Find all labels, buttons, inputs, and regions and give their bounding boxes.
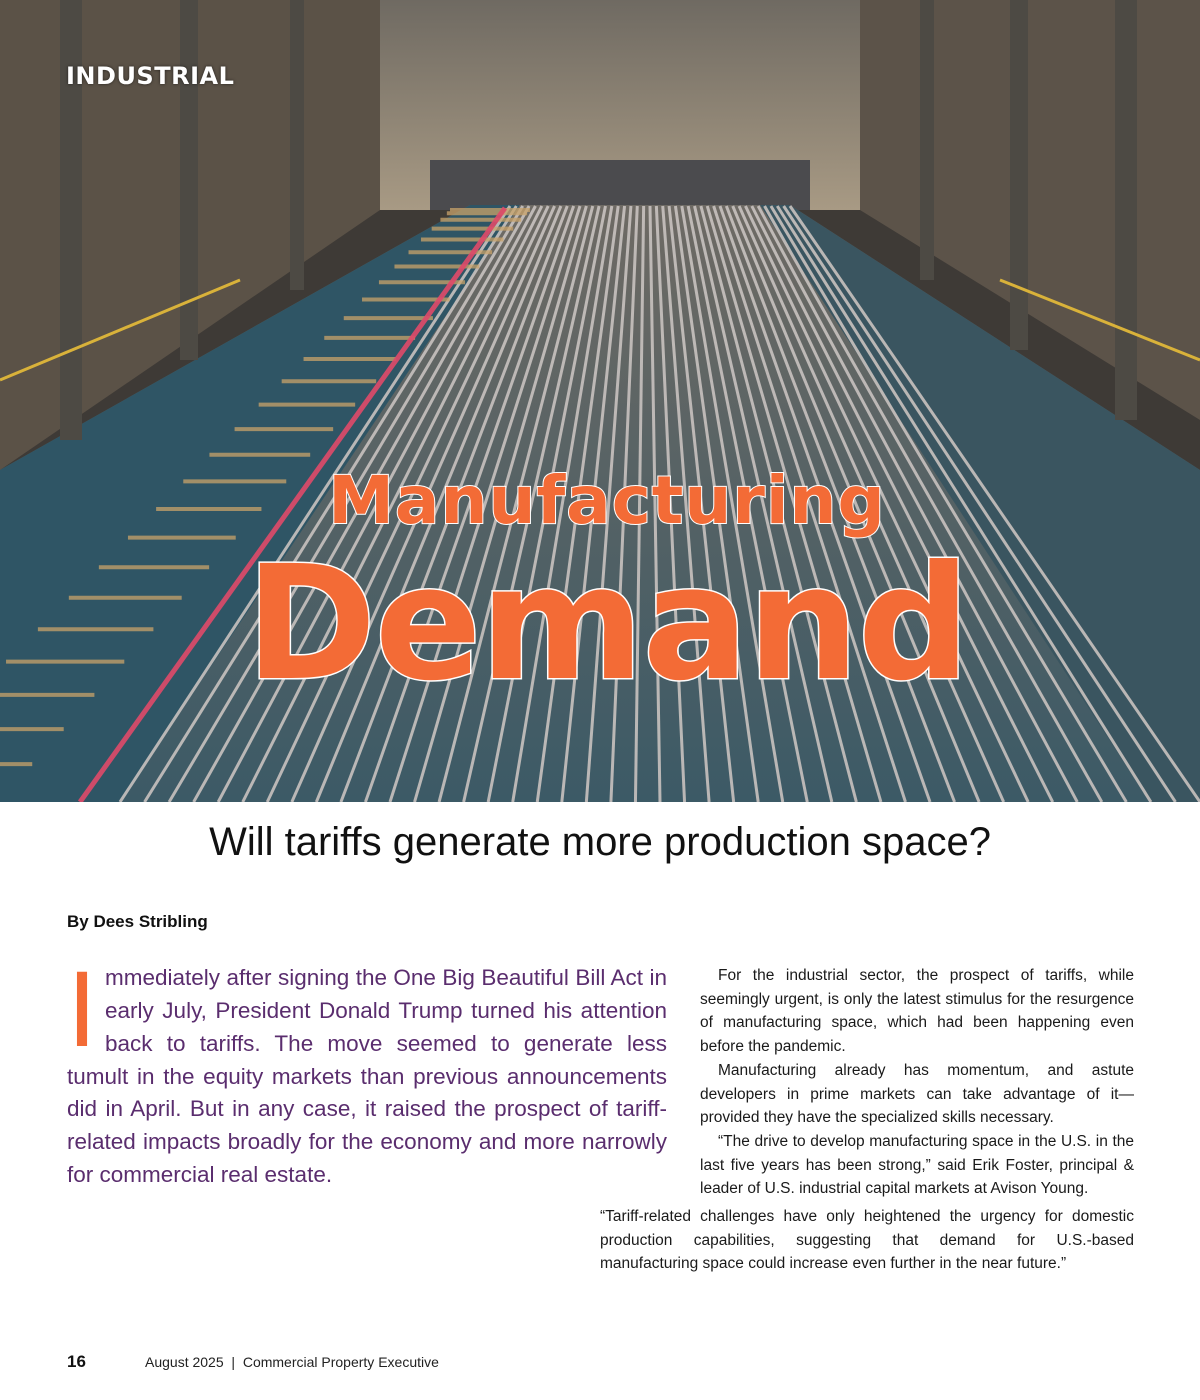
subtitle: Will tariffs generate more production space? <box>209 820 991 864</box>
title-line-1: Manufacturing <box>328 462 886 539</box>
footer-publication: Commercial Property Executive <box>242 1354 439 1370</box>
body-paragraph-1: For the industrial sector, the prospect of tariffs, while seemingly urgent, is only the latest stimulus for the resurgence of manufacturing space, which had been happening even before the pandemic. <box>700 967 1134 1056</box>
footer-separator: | <box>231 1354 236 1370</box>
page-number: 16 <box>67 1352 86 1371</box>
byline: By Dees Stribling <box>67 912 208 931</box>
lede-text: mmediately after signing the One Big Beautiful Bill Act in early July, President Donald Trump turned his attention back to tariffs. The move seemed to generate less tumult in the equity markets than previous announcements did in April. But in any case, it raised the prospect of tariff-related impacts broadly for the economy and more narrowly for commercial real estate. <box>67 965 667 1188</box>
section-tag: INDUSTRIAL <box>66 62 235 90</box>
footer-credit <box>145 1354 439 1370</box>
drop-cap: I <box>67 948 98 1069</box>
title-line-2: Demand <box>245 532 969 716</box>
body-paragraph-3a: “The drive to develop manufacturing space in the U.S. in the last five years has been strong,” said Erik Foster, principal & leader of U.S. industrial capital markets at Avison Young. <box>700 1132 1134 1198</box>
body-paragraph-3b: “Tariff-related challenges have only heightened the urgency for domestic production capabilities, suggesting that demand for U.S.-based manufacturing space could increase even further in the near future.” <box>600 1208 1134 1273</box>
body-column <box>700 964 1134 1201</box>
body-paragraph-2: Manufacturing already has momentum, and astute developers in prime markets can take advantage of it—provided they have the specialized skills necessary. <box>700 1061 1134 1127</box>
lede-paragraph <box>67 948 667 1192</box>
footer-issue: August 2025 <box>145 1354 224 1370</box>
page-footer <box>67 1352 439 1372</box>
